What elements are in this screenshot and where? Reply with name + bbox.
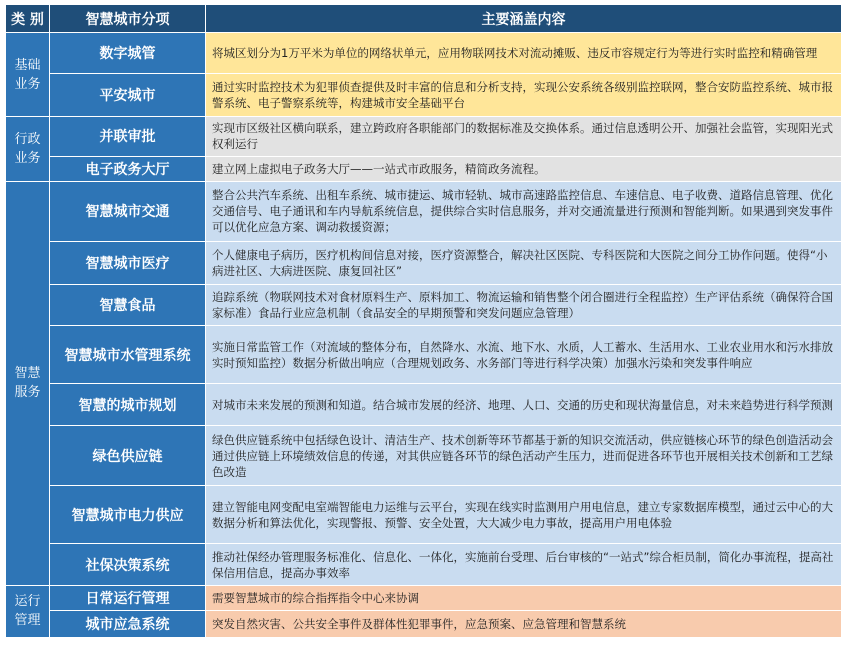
item-cell: 智慧城市电力供应 — [50, 486, 206, 544]
table-row — [6, 384, 842, 426]
table-row — [6, 610, 842, 637]
item-cell: 平安城市 — [50, 73, 206, 117]
content-cell: 对城市未来发展的预测和知道。结合城市发展的经济、地理、人口、交通的历史和现状海量信息，对未来趋势进行科学预测 — [206, 384, 842, 426]
content-cell: 实施日常监管工作（对流域的整体分布，自然降水、水流、地下水、水质，人工蓄水、生活用水、工业农业用水和污水排放实时预知监控）数据分析做出响应（合理规划政务、水务部门等进行科学决策）加强水污染和突发事件响应 — [206, 326, 842, 384]
item-cell: 智慧城市交通 — [50, 181, 206, 241]
header-content: 主要涵盖内容 — [206, 5, 842, 33]
category-cell: 智慧 服务 — [6, 181, 50, 585]
content-cell: 推动社保经办管理服务标准化、信息化、一体化，实施前台受理、后台审核的“一站式”综合柜员制，简化办事流程，提高社保信用信息，提高办事效率 — [206, 544, 842, 586]
table-row — [6, 544, 842, 586]
item-cell: 绿色供应链 — [50, 425, 206, 485]
item-cell: 社保决策系统 — [50, 544, 206, 586]
content-cell: 追踪系统（物联网技术对食材原料生产、原料加工、物流运输和销售整个闭合圈进行全程监控）生产评估系统（确保符合国家标准）食品行业应急机制（食品安全的早期预警和突发问题应急管理） — [206, 284, 842, 326]
header-row — [6, 5, 842, 33]
item-cell: 智慧食品 — [50, 284, 206, 326]
table-row — [6, 117, 842, 156]
content-cell: 整合公共汽车系统、出租车系统、城市捷运、城市轻轨、城市高速路监控信息、车速信息、电子收费、道路信息管理、优化交通信号、电子通讯和车内导航系统信息，提供综合实时信息服务，并对交通流量进行预测和智能判断。如果遇到突发事件可以优化应急方案、调动救援资源； — [206, 181, 842, 241]
content-cell: 实现市区级社区横向联系，建立跨政府各职能部门的数据标准及交换体系。通过信息透明公开、加强社会监管，实现阳光式权利运行 — [206, 117, 842, 156]
category-cell: 行政 业务 — [6, 117, 50, 181]
table-row — [6, 181, 842, 241]
category-cell: 运行 管理 — [6, 585, 50, 637]
content-cell: 通过实时监控技术为犯罪侦查提供及时丰富的信息和分析支持，实现公安系统各级别监控联网，整合安防监控系统、城市报警系统、电子警察系统等，构建城市安全基础平台 — [206, 73, 842, 117]
header-item: 智慧城市分项 — [50, 5, 206, 33]
item-cell: 并联审批 — [50, 117, 206, 156]
table-row — [6, 241, 842, 284]
content-cell: 需要智慧城市的综合指挥指令中心来协调 — [206, 585, 842, 610]
content-cell: 建立智能电网变配电室端智能电力运维与云平台，实现在线实时监测用户用电信息，建立专家数据库模型，通过云中心的大数据分析和算法优化，实现警报、预警、安全处置，大大减少电力事故，提高用户用电体验 — [206, 486, 842, 544]
header-category: 类 别 — [6, 5, 50, 33]
table-row — [6, 486, 842, 544]
table-row — [6, 585, 842, 610]
smart-city-table — [5, 4, 842, 638]
item-cell: 数字城管 — [50, 33, 206, 74]
content-cell: 突发自然灾害、公共安全事件及群体性犯罪事件，应急预案、应急管理和智慧系统 — [206, 610, 842, 637]
item-cell: 智慧的城市规划 — [50, 384, 206, 426]
content-cell: 个人健康电子病历，医疗机构间信息对接，医疗资源整合，解决社区医院、专科医院和大医院之间分工协作问题。使得“小病进社区、大病进医院、康复回社区” — [206, 241, 842, 284]
table-row — [6, 284, 842, 326]
item-cell: 城市应急系统 — [50, 610, 206, 637]
item-cell: 智慧城市水管理系统 — [50, 326, 206, 384]
table-row — [6, 156, 842, 181]
table-row — [6, 425, 842, 485]
item-cell: 智慧城市医疗 — [50, 241, 206, 284]
item-cell: 日常运行管理 — [50, 585, 206, 610]
table-row — [6, 73, 842, 117]
table-row — [6, 33, 842, 74]
content-cell: 将城区划分为1万平米为单位的网络状单元，应用物联网技术对流动摊贩、违反市容规定行为等进行实时监控和精确管理 — [206, 33, 842, 74]
content-cell: 绿色供应链系统中包括绿色设计、清洁生产、技术创新等环节都基于新的知识交流活动，供应链核心环节的绿色创造活动会通过供应链上环境绩效信息的传递，对其供应链各环节的绿色活动产生压力，进而促进各环节也开展相关技术创新和工艺绿色改造 — [206, 425, 842, 485]
table-row — [6, 326, 842, 384]
category-cell: 基础 业务 — [6, 33, 50, 117]
item-cell: 电子政务大厅 — [50, 156, 206, 181]
content-cell: 建立网上虚拟电子政务大厅——一站式市政服务，精简政务流程。 — [206, 156, 842, 181]
